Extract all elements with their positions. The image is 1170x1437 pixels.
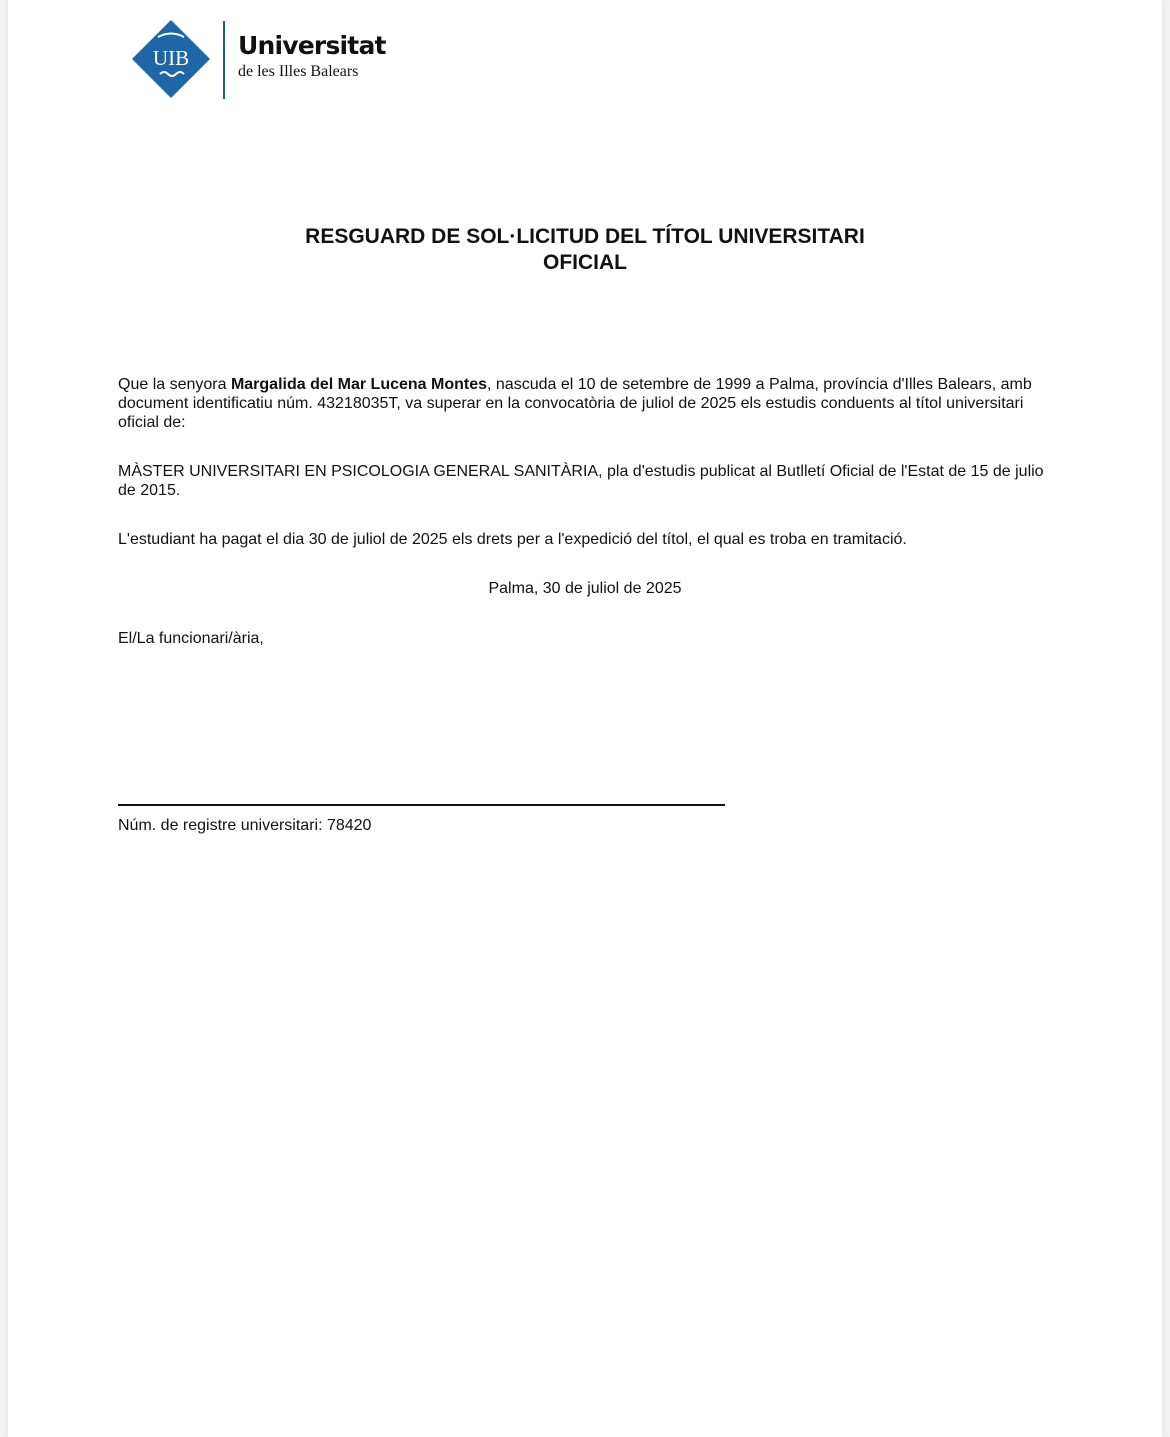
student-name: Margalida del Mar Lucena Montes (230, 376, 488, 393)
document-page (8, 0, 1162, 1437)
p1-prefix: Que la senyora (118, 376, 231, 393)
place-date: Palma, 30 de juliol de 2025 (488, 580, 682, 597)
signature-line (118, 804, 725, 806)
document-title (0, 224, 1170, 276)
logo-title: Universitat (238, 31, 386, 60)
title-line-2: OFICIAL (543, 251, 627, 274)
p1-suffix: , nascuda el 10 de setembre de 1999 a Palma, província d'Illes Balears, amb document identificatiu núm. 43218035T, va superar en la convocatòria de juliol de 2025 els estudis conduents al títol universitari oficial de: (118, 376, 1032, 431)
paragraph-payment: L'estudiant ha pagat el dia 30 de juliol de 2025 els drets per a l'expedició del títol, el qual es troba en tramitació. (118, 531, 907, 548)
logo-divider (223, 21, 225, 99)
registry-number: Núm. de registre universitari: 78420 (118, 817, 372, 834)
title-line-1: RESGUARD DE SOL·LICITUD DEL TÍTOL UNIVERSITARI (305, 225, 865, 248)
uib-diamond-icon (131, 19, 211, 99)
logo-mark-text: UIB (152, 46, 190, 70)
paragraph-degree: MÀSTER UNIVERSITARI EN PSICOLOGIA GENERAL SANITÀRIA, pla d'estudis publicat al Butlletí Oficial de l'Estat de 15 de julio de 2015. (118, 463, 1044, 499)
university-logo (131, 19, 391, 101)
logo-subtitle: de les Illes Balears (238, 63, 359, 80)
paragraph-student-info (118, 375, 1058, 432)
official-label: El/La funcionari/ària, (118, 630, 264, 647)
